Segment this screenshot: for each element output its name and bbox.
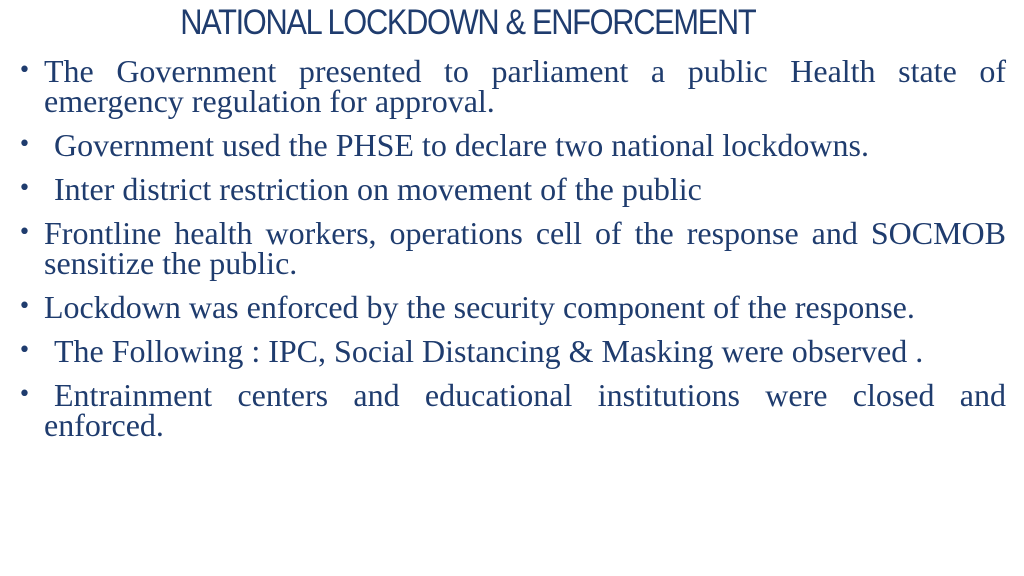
bullet-text: The Government presented to parliament a public Health state of emergency regulation for approval.	[44, 53, 1006, 119]
bullet-text: Inter district restriction on movement of the public	[54, 171, 702, 207]
bullet-dot-icon: •	[18, 58, 31, 83]
bullet-text: Government used the PHSE to declare two national lockdowns.	[54, 127, 869, 163]
bullet-dot-icon: •	[18, 338, 31, 363]
bullet-item	[10, 171, 1006, 207]
bullet-item	[10, 215, 1006, 281]
slide-title-text: NATIONAL LOCKDOWN & ENFORCEMENT	[180, 3, 756, 42]
bullet-dot-icon: •	[18, 176, 31, 201]
bullet-dot-icon: •	[18, 132, 31, 157]
bullet-item	[10, 377, 1006, 443]
bullet-item	[10, 333, 1006, 369]
bullet-item	[10, 289, 1006, 325]
bullet-dot-icon: •	[18, 294, 31, 319]
slide-title	[0, 2, 1024, 44]
bullet-dot-icon: •	[18, 382, 31, 407]
bullet-text: Entrainment centers and educational institutions were closed and enforced.	[44, 377, 1006, 443]
bullet-text: Lockdown was enforced by the security component of the response.	[44, 289, 915, 325]
bullet-dot-icon: •	[18, 220, 31, 245]
bullet-text: The Following : IPC, Social Distancing & Masking were observed .	[54, 333, 924, 369]
bullet-item	[10, 53, 1006, 119]
bullet-item	[10, 127, 1006, 163]
bullet-text: Frontline health workers, operations cell of the response and SOCMOB sensitize the public.	[44, 215, 1006, 281]
bullet-list	[10, 53, 1006, 454]
